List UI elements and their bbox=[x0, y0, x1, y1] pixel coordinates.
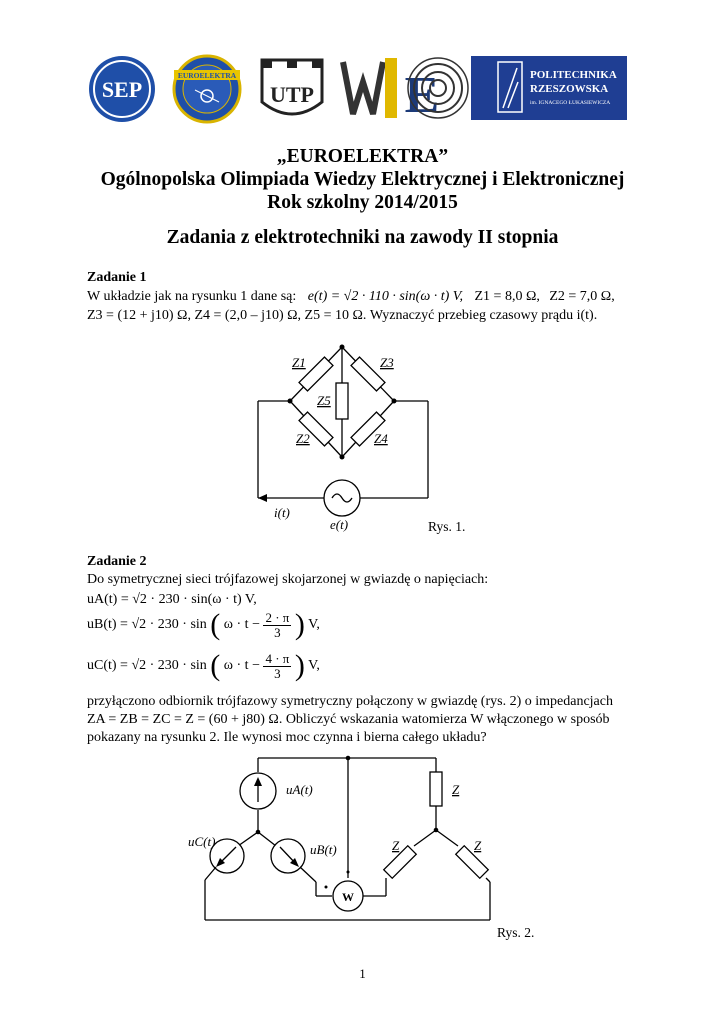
header-line-1: „EUROELEKTRA” bbox=[276, 146, 449, 167]
svg-text:Z1: Z1 bbox=[292, 355, 306, 370]
svg-text:Z: Z bbox=[392, 838, 400, 853]
sep-logo bbox=[89, 56, 155, 122]
task1-z2: Z2 = 7,0 Ω, bbox=[549, 289, 615, 304]
svg-text:uC(t): uC(t) bbox=[188, 834, 216, 849]
svg-text:Z4: Z4 bbox=[374, 431, 388, 446]
svg-text:RZESZOWSKA: RZESZOWSKA bbox=[530, 83, 609, 95]
svg-text:uA(t): uA(t) bbox=[286, 782, 313, 797]
task2-line-b: ZA = ZB = ZC = Z = (60 + j80) Ω. Obliczyć wskazania watomierza W włączonego w sposób bbox=[87, 712, 610, 727]
header-line-2: Ogólnopolska Olimpiada Wiedzy Elektrycznej i Elektronicznej bbox=[100, 169, 625, 190]
svg-text:E: E bbox=[404, 67, 440, 124]
page-number: 1 bbox=[359, 966, 366, 981]
svg-text:Z: Z bbox=[452, 782, 460, 797]
task2-intro: Do symetrycznej sieci trójfazowej skojarzonej w gwiazdę o napięciach: bbox=[87, 572, 489, 587]
task1-z1: Z1 = 8,0 Ω, bbox=[474, 289, 540, 304]
task2-ua: uA(t) = √2 · 230 · sin(ω · t) V, bbox=[87, 592, 257, 607]
task2-title: Zadanie 2 bbox=[87, 554, 147, 569]
task1-line1 bbox=[87, 289, 615, 305]
task1-eq: e(t) = √2 · 110 · sin(ω · t) V, bbox=[307, 289, 463, 304]
svg-text:UTP: UTP bbox=[270, 82, 314, 107]
utp-logo bbox=[262, 60, 322, 114]
task2-ub: uB(t) = √2 · 230 · sin ( ω · t − $\frac{2 \cdot \pi}{3}$ ) V, bbox=[87, 608, 320, 641]
logos-bar bbox=[0, 52, 725, 127]
svg-text:im. IGNACEGO ŁUKASIEWICZA: im. IGNACEGO ŁUKASIEWICZA bbox=[530, 100, 611, 106]
subtitle: Zadania z elektrotechniki na zawody II stopnia bbox=[166, 227, 559, 248]
figure-1-caption: Rys. 1. bbox=[428, 519, 466, 534]
euroelektra-logo bbox=[174, 56, 240, 122]
svg-text:uB(t): uB(t) bbox=[310, 842, 337, 857]
figure-2-caption: Rys. 2. bbox=[497, 925, 535, 940]
svg-text:EUROELEKTRA: EUROELEKTRA bbox=[177, 71, 237, 80]
task2-uc: uC(t) = √2 · 230 · sin ( ω · t − $\frac{4 \cdot \pi}{3}$ ) V, bbox=[87, 649, 320, 682]
svg-text:POLITECHNIKA: POLITECHNIKA bbox=[530, 69, 617, 81]
svg-text:Z2: Z2 bbox=[296, 431, 310, 446]
figure-1-circuit bbox=[250, 335, 480, 535]
task2-line-c: pokazany na rysunku 2. Ile wynosi moc czynna i bierna całego układu? bbox=[87, 730, 487, 745]
svg-text:Z3: Z3 bbox=[380, 355, 394, 370]
task1-line2: Z3 = (12 + j10) Ω, Z4 = (2,0 – j10) Ω, Z5 = 10 Ω. Wyznaczyć przebieg czasowy prądu i(t). bbox=[87, 308, 598, 323]
task2-line-a: przyłączono odbiornik trójfazowy symetryczny połączony w gwiazdę (rys. 2) o impedancjach bbox=[87, 694, 613, 709]
svg-text:Z: Z bbox=[474, 838, 482, 853]
svg-text:W: W bbox=[342, 890, 354, 904]
svg-text:SEP: SEP bbox=[101, 77, 143, 102]
task1-text-a: W układzie jak na rysunku 1 dane są: bbox=[87, 289, 297, 304]
figure-2-circuit bbox=[180, 750, 510, 930]
task1-title: Zadanie 1 bbox=[87, 270, 147, 285]
header-line-3: Rok szkolny 2014/2015 bbox=[267, 192, 458, 213]
svg-text:e(t): e(t) bbox=[330, 517, 349, 532]
wie-logo bbox=[343, 58, 468, 124]
prz-logo bbox=[471, 56, 627, 120]
svg-text:i(t): i(t) bbox=[274, 505, 290, 520]
svg-text:Z5: Z5 bbox=[317, 393, 331, 408]
